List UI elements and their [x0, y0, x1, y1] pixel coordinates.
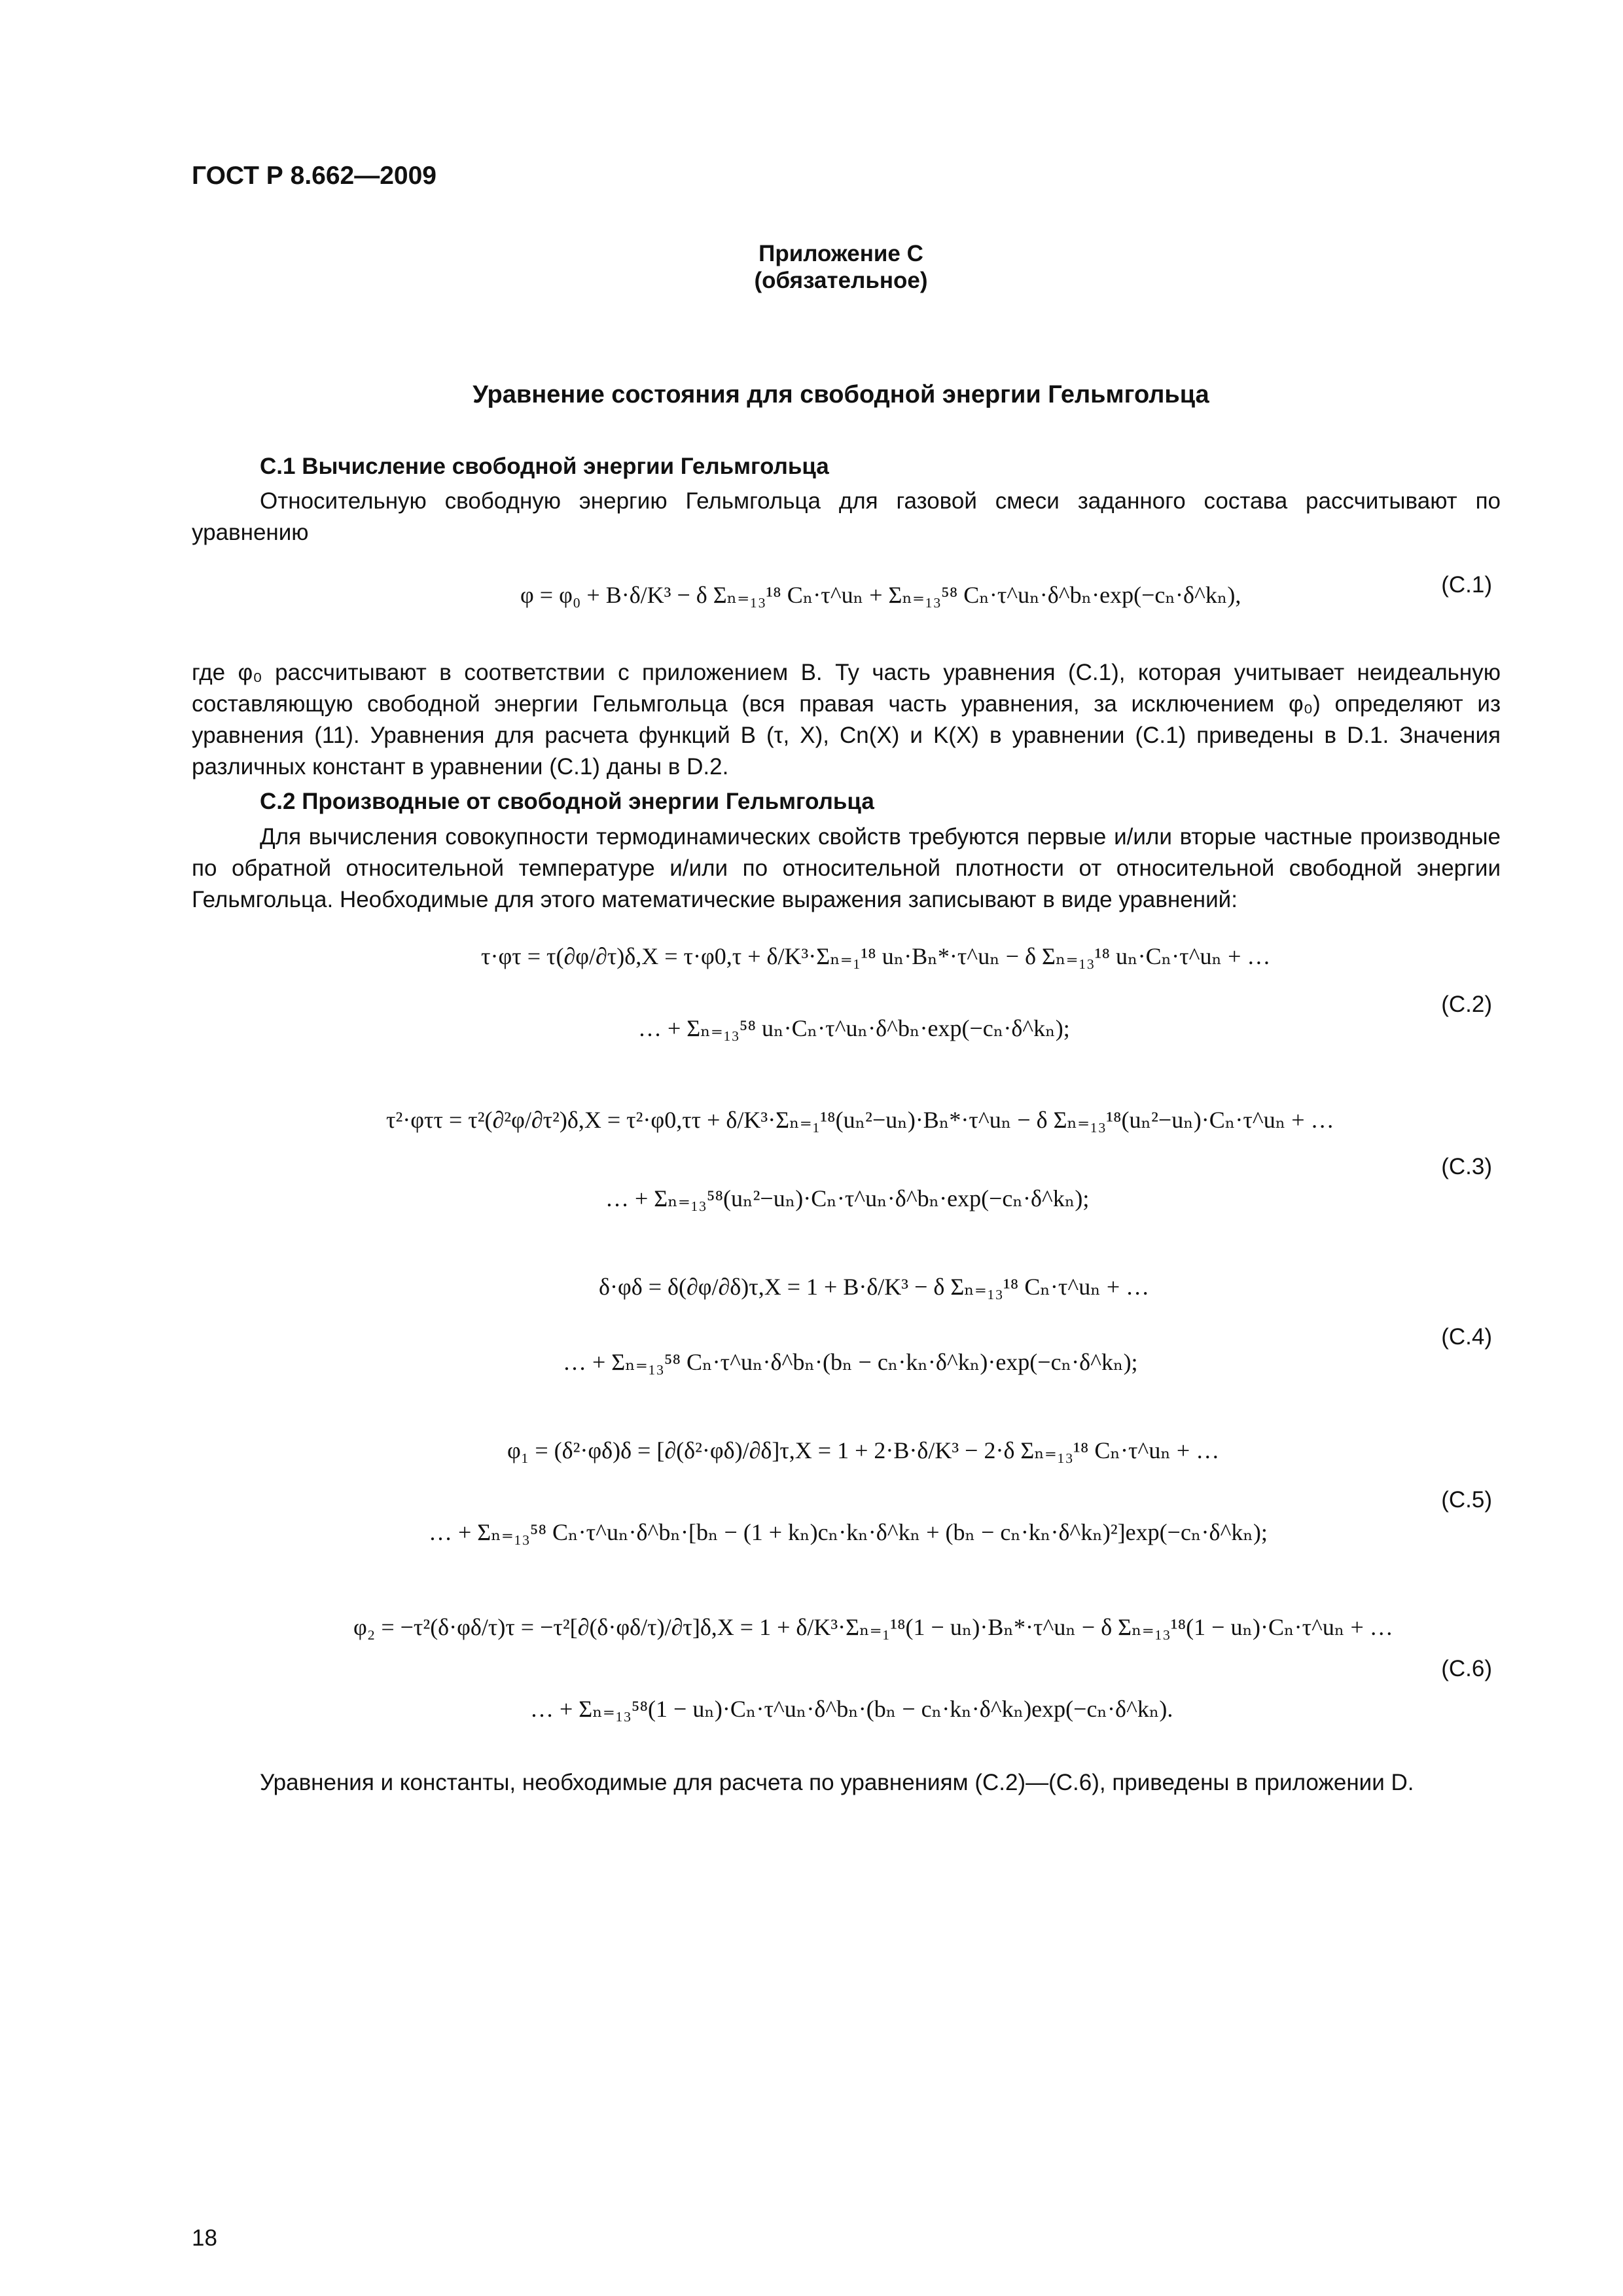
page-title: Уравнение состояния для свободной энергии Гельмгольца — [473, 381, 1209, 408]
equation-c5-line2: … + Σₙ₌₁₃⁵⁸ Cₙ·τ^uₙ·δ^bₙ·[bₙ − (1 + kₙ)cₙ·kₙ·δ^kₙ + (bₙ − cₙ·kₙ·δ^kₙ)²]exp(−cₙ·δ^kₙ); — [429, 1519, 1268, 1545]
equation-c4-line1: δ·φδ = δ(∂φ/∂δ)τ,X = 1 + B·δ/K³ − δ Σₙ₌₁₃¹⁸ Cₙ·τ^uₙ + … — [599, 1274, 1150, 1300]
equation-number-c4: (C.4) — [1441, 1324, 1492, 1350]
equation-c3-line2: … + Σₙ₌₁₃⁵⁸(uₙ²−uₙ)·Cₙ·τ^uₙ·δ^bₙ·exp(−cₙ·δ^kₙ); — [605, 1185, 1090, 1211]
equation-number-c5: (C.5) — [1441, 1487, 1492, 1513]
equation-number-c1: (C.1) — [1441, 572, 1492, 598]
equation-c2-line2: … + Σₙ₌₁₃⁵⁸ uₙ·Cₙ·τ^uₙ·δ^bₙ·exp(−cₙ·δ^kₙ); — [638, 1015, 1070, 1041]
section-heading-c1: C.1 Вычисление свободной энергии Гельмгольца — [260, 454, 829, 479]
equation-c2-line1: τ·φτ = τ(∂φ/∂τ)δ,X = τ·φ0,τ + δ/K³·Σₙ₌₁¹⁸ uₙ·Bₙ*·τ^uₙ − δ Σₙ₌₁₃¹⁸ uₙ·Cₙ·τ^uₙ + … — [481, 943, 1271, 969]
equation-number-c3: (C.3) — [1441, 1154, 1492, 1179]
section-c1-intro: Относительную свободную энергию Гельмгольца для газовой смеси заданного состава рассчитывают по уравнению — [192, 488, 1501, 545]
equation-c6-line2: … + Σₙ₌₁₃⁵⁸(1 − uₙ)·Cₙ·τ^uₙ·δ^bₙ·(bₙ − cₙ·kₙ·δ^kₙ)exp(−cₙ·δ^kₙ). — [530, 1696, 1173, 1722]
document-id: ГОСТ Р 8.662—2009 — [192, 162, 437, 190]
equation-number-c6: (C.6) — [1441, 1656, 1492, 1681]
equation-c5-line1: φ₁ = (δ²·φδ)δ = [∂(δ²·φδ)/∂δ]τ,X = 1 + 2·B·δ/K³ − 2·δ Σₙ₌₁₃¹⁸ Cₙ·τ^uₙ + … — [507, 1437, 1220, 1463]
appendix-label: Приложение C — [758, 241, 923, 266]
appendix-status: (обязательное) — [754, 268, 928, 293]
section-heading-c2: C.2 Производные от свободной энергии Гельмгольца — [260, 789, 874, 814]
page-number: 18 — [192, 2225, 217, 2251]
equation-c4-line2: … + Σₙ₌₁₃⁵⁸ Cₙ·τ^uₙ·δ^bₙ·(bₙ − cₙ·kₙ·δ^kₙ)·exp(−cₙ·δ^kₙ); — [563, 1349, 1138, 1375]
equation-c1: φ = φ₀ + B·δ/K³ − δ Σₙ₌₁₃¹⁸ Cₙ·τ^uₙ + Σₙ₌₁₃⁵⁸ Cₙ·τ^uₙ·δ^bₙ·exp(−cₙ·δ^kₙ), — [520, 582, 1241, 608]
equation-c3-line1: τ²·φττ = τ²(∂²φ/∂τ²)δ,X = τ²·φ0,ττ + δ/K³·Σₙ₌₁¹⁸(uₙ²−uₙ)·Bₙ*·τ^uₙ − δ Σₙ₌₁₃¹⁸(uₙ²−uₙ)·Cₙ·τ^uₙ + … — [386, 1107, 1334, 1133]
section-c2-intro: Для вычисления совокупности термодинамических свойств требуются первые и/или вторые частные производные по обратной относительной температуре и/или по относительной плотности от относительной свободной энергии Гельмгольца. Необходимые для этого математические выражения записывают в виде уравнений: — [192, 824, 1501, 912]
equation-number-c2: (C.2) — [1441, 992, 1492, 1017]
section-c1-note: где φ₀ рассчитывают в соответствии с приложением B. Ту часть уравнения (C.1), которая учитывает неидеальную составляющую свободной энергии Гельмгольца (вся правая часть уравнения, за исключением φ₀) определяют из уравнения (11). Уравнения для расчета функций B (τ, X), Cn(X) и K(X) в уравнении (C.1) приведены в D.1. Значения различных констант в уравнении (C.1) даны в D.2. — [192, 660, 1501, 780]
closing-paragraph: Уравнения и константы, необходимые для расчета по уравнениям (C.2)—(C.6), приведены в приложении D. — [260, 1770, 1414, 1795]
equation-c6-line1: φ₂ = −τ²(δ·φδ/τ)τ = −τ²[∂(δ·φδ/τ)/∂τ]δ,X = 1 + δ/K³·Σₙ₌₁¹⁸(1 − uₙ)·Bₙ*·τ^uₙ − δ Σₙ₌₁₃¹⁸(1 − uₙ)·Cₙ·τ^uₙ + … — [353, 1614, 1393, 1640]
